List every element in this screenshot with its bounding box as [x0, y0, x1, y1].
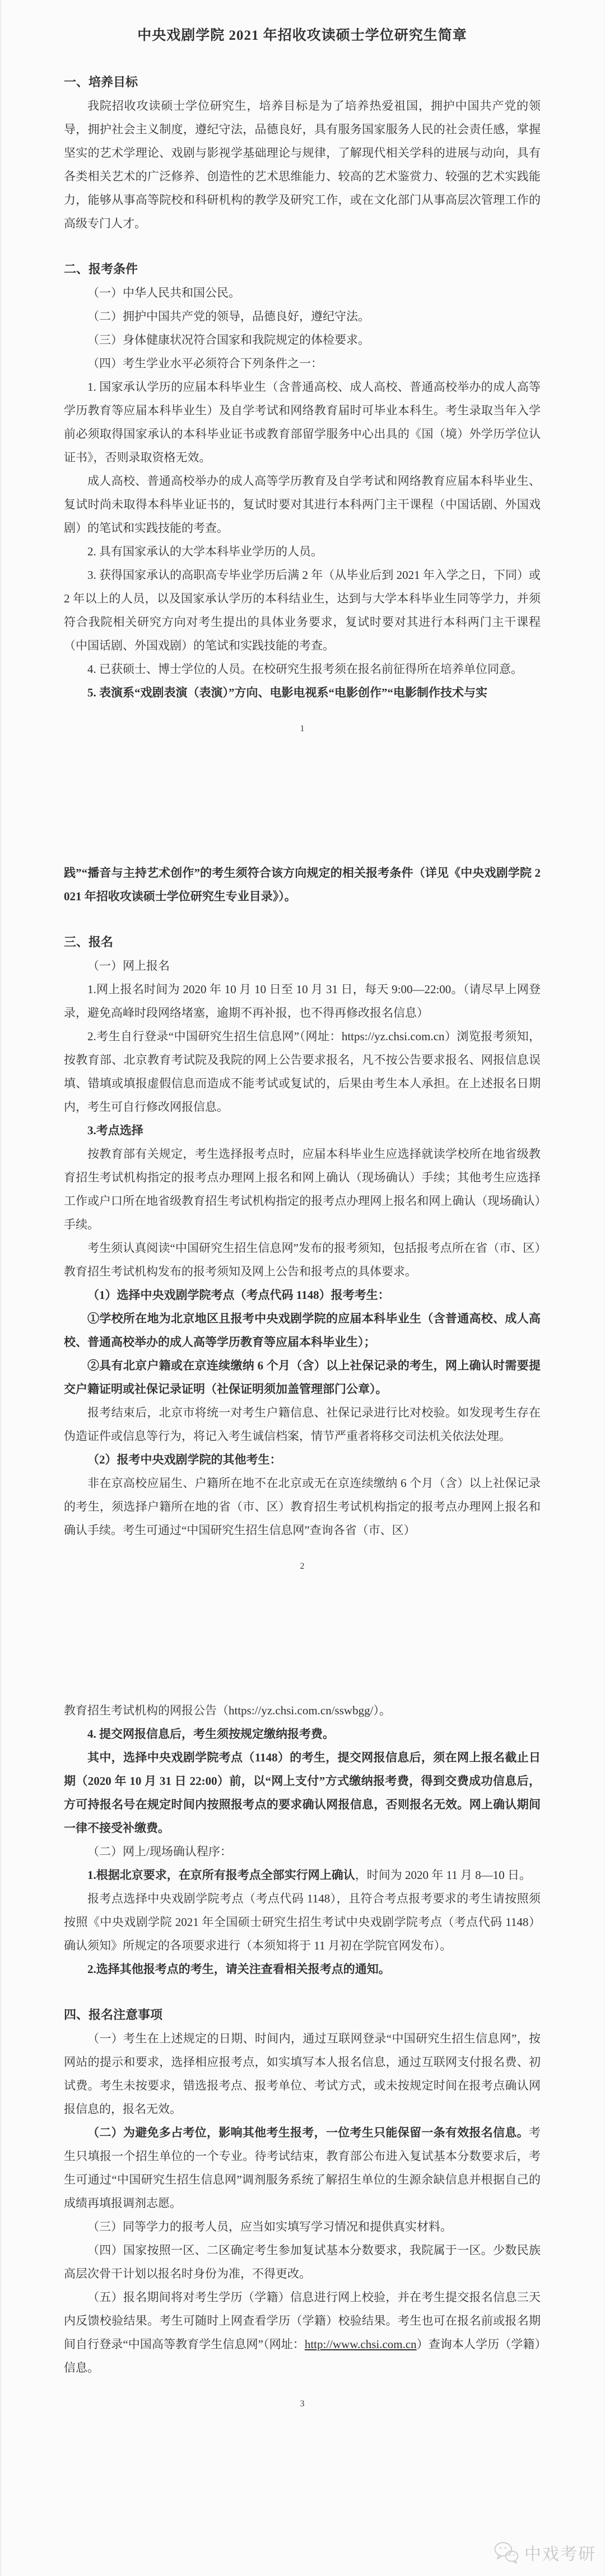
page-break-gap	[64, 735, 541, 861]
body-paragraph: 1. 国家承认学历的应届本科毕业生（含普通高校、成人高校、普通高校举办的成人高等学历教育等应届本科毕业生）及自学考试和网络教育届时可毕业本科生。考生录取当年入学前必须取得国家承认的本科毕业证书或教育部留学服务中心出具的《国（境）外学历学位认证书》，否则录取资格无效。	[64, 380, 541, 464]
body-paragraph-bold: 其中，选择中央戏剧学院考点（1148）的考生，提交网报信息后，须在网上报名截止日期（2020 年 10 月 31 日 22:00）前，以“网上支付”方式缴纳报考费，得到交费成功信息后，方可持报名号在规定时间内按照报考点的要求确认网报信息，否则报名无效。网上确认期间一律不接受补缴费。	[64, 1751, 541, 1835]
body-paragraph-bold: ①学校所在地为北京地区且报考中央戏剧学院的应届本科毕业生（含普通高校、成人高校、普通高校举办的成人高等学历教育等应届本科毕业生）；	[64, 1312, 541, 1349]
section-heading-registration: 三、报名	[64, 935, 114, 949]
page-number: 3	[300, 2399, 305, 2409]
body-paragraph: 2. 具有国家承认的大学本科毕业学历的人员。	[87, 545, 323, 558]
body-paragraph-bold: 2.选择其他报考点的考生，请关注查看相关报考点的通知。	[87, 1962, 390, 1976]
body-paragraph: 按教育部有关规定，考生选择报考点时，应届本科毕业生应选择就读学校所在地省级教育招生考试机构指定的报考点办理网上报名和网上确认（现场确认）手续；其他考生应选择工作或户口所在地省级教育招生考试机构指定的报考点办理网上报名和网上确认（现场确认）手续。	[64, 1147, 541, 1231]
body-paragraph: （一）网上报名	[87, 959, 170, 973]
body-paragraph: 报考点选择中央戏剧学院考点（考点代码 1148），且符合考点报考要求的考生请按照须按照《中央戏剧学院 2021 年全国硕士研究生招生考试中央戏剧学院考点（考点代码 1148）确认须知》所规定的各项要求进行（本须知将于 11 月初在学院官网发布）。	[64, 1892, 541, 1952]
body-paragraph	[64, 1863, 541, 1887]
body-paragraph	[64, 2121, 541, 2215]
section-heading-registration-notes: 四、报名注意事项	[64, 2008, 163, 2022]
document-title: 中央戏剧学院 2021 年招收攻读硕士学位研究生简章	[137, 28, 467, 43]
body-paragraph	[64, 2285, 541, 2379]
watermark-label: 中戏考研	[524, 2545, 596, 2564]
body-paragraph: 教育招生考试机构的网报公告（https://yz.chsi.com.cn/sswbgg/）。	[64, 1704, 391, 1717]
body-paragraph-bold: （1）选择中央戏剧学院考点（考点代码 1148）报考考生：	[87, 1288, 390, 1302]
text-segment: ）查询本人学历（学籍）信息。	[64, 2337, 541, 2374]
body-paragraph: （一）中华人民共和国公民。	[87, 286, 240, 300]
body-paragraph-bold: ②具有北京户籍或在京连续缴纳 6 个月（含）以上社保记录的考生，网上确认时需要提交户籍证明或社保记录证明（社保证明须加盖管理部门公章）。	[64, 1359, 541, 1396]
url-text: http://www.chsi.com.cn	[304, 2337, 417, 2351]
body-paragraph-bold: 5. 表演系“戏剧表演（表演）”方向、电影电视系“电影创作”“电影制作技术与实	[87, 686, 487, 699]
text-segment: （五）报名期间将对考生学历（学籍）信息进行网上校验，并在考生提交报名信息三天内反馈校验结果。考生可随时上网查看学历（学籍）校验结果。考生也可在报名前或报名期间自行登录“中国高等教育学生信息网”（网址：	[64, 2290, 541, 2351]
page-number: 1	[300, 724, 305, 733]
page-number: 2	[300, 1562, 305, 1571]
watermark	[494, 2540, 596, 2565]
body-paragraph: 成人高校、普通高校举办的成人高等学历教育及自学考试和网络教育应届本科毕业生、复试时尚未取得本科毕业证书的，复试时要对其进行本科两门主干课程（中国话剧、外国戏剧）的笔试和实践技能的考查。	[64, 474, 541, 535]
body-paragraph-bold: 3.考点选择	[87, 1124, 143, 1137]
bold-text-segment: 1.根据北京要求，在京所有报考点全部实行网上确认	[87, 1868, 355, 1882]
page-break-gap	[64, 1572, 541, 1699]
text-segment: 考生只填报一个招生单位的一个专业。待考试结束，教育部公布进入复试基本分数要求后，考生可通过“中国研究生招生信息网”调剂服务系统了解招生单位的生源余缺信息并根据自己的成绩再填报调剂志愿。	[64, 2126, 541, 2210]
body-paragraph: （三）同等学力的报考人员，应当如实填写学习情况和提供真实材料。	[87, 2220, 452, 2233]
body-paragraph: 非在京高校应届生、户籍所在地不在北京或无在京连续缴纳 6 个月（含）以上社保记录的考生，须选择户籍所在地的省（市、区）教育招生考试机构指定的报考点办理网上报名和确认手续。考生可通过“中国研究生招生信息网”查询各省（市、区）	[64, 1476, 541, 1537]
wechat-icon	[494, 2541, 519, 2564]
body-paragraph: 2.考生自行登录“中国研究生招生信息网”（网址：https://yz.chsi.com.cn）浏览报考须知，按教育部、北京教育考试院及我院的网上公告要求报名，凡不按公告要求报名、网报信息误填、错填或填报虚假信息而造成不能考试或复试的，后果由考生本人承担。在上述报名日期内，考生可自行修改网报信息。	[64, 1030, 541, 1114]
text-segment: ，时间为 2020 年 11 月 8—10 日。	[355, 1868, 531, 1882]
bold-text-segment: （二）为避免多占考位，影响其他考生报考，一位考生只能保留一条有效报名信息。	[87, 2126, 529, 2139]
body-paragraph: （一）考生在上述规定的日期、时间内，通过互联网登录“中国研究生招生信息网”，按网站的提示和要求，选择相应报考点，如实填写本人报名信息，通过互联网支付报名费、初试费。考生未按要求，错选报考点、报考单位、考试方式，或未按规定时间在报考点确认网报信息的，报名无效。	[64, 2032, 541, 2116]
body-paragraph: （四）国家按照一区、二区确定考生参加复试基本分数要求，我院属于一区。少数民族高层次骨干计划以报名时身份为准，不得更改。	[64, 2243, 541, 2280]
body-paragraph: （三）身体健康状况符合国家和我院规定的体检要求。	[87, 333, 370, 347]
section-heading-training-goal: 一、培养目标	[64, 75, 138, 89]
body-paragraph: 考生须认真阅读“中国研究生招生信息网”发布的报考须知，包括报考点所在省（市、区）教育招生考试机构发布的报考须知及网上公告和报考点的具体要求。	[64, 1241, 541, 1278]
body-paragraph: 1.网上报名时间为 2020 年 10 月 10 日至 10 月 31 日，每天 9:00—22:00。（请尽早上网登录，避免高峰时段网络堵塞，逾期不再补报，也不得再修改报名信息）	[64, 983, 541, 1020]
body-paragraph-bold: （2）报考中央戏剧学院的其他考生：	[87, 1453, 282, 1466]
body-paragraph: 报考结束后，北京市将统一对考生户籍信息、社保记录进行比对校验。如发现考生存在伪造证件或信息等行为，将记入考生诚信档案，情节严重者将移交司法机关依法处理。	[64, 1406, 541, 1443]
body-paragraph-bold: 4. 提交网报信息后，考生须按规定缴纳报考费。	[87, 1727, 334, 1741]
body-paragraph: （四）考生学业水平必须符合下列条件之一：	[87, 357, 323, 370]
body-paragraph: 3. 获得国家承认的高职高专毕业学历后满 2 年（从毕业后到 2021 年入学之日，下同）或 2 年以上的人员，以及国家承认学历的本科结业生，达到与大学本科毕业生同等学力，并须符合我院相关研究方向对考生提出的具体业务要求，复试时要对其进行本科两门主干课程（中国话剧、外国戏剧）的笔试和实践技能的考查。	[64, 568, 541, 652]
section-heading-apply-conditions: 二、报考条件	[64, 262, 138, 276]
body-paragraph: 我院招收攻读硕士学位研究生，培养目标是为了培养热爱祖国，拥护中国共产党的领导，拥护社会主义制度，遵纪守法，品德良好，具有服务国家服务人民的社会责任感，掌握坚实的艺术学理论、戏剧与影视学基础理论与规律，了解现代相关学科的进展与动向，具有各类相关艺术的广泛修养、创造性的艺术思维能力、较高的艺术鉴赏力、较强的艺术实践能力，能够从事高等院校和科研机构的教学及研究工作，或在文化部门从事高层次管理工作的高级专门人才。	[64, 99, 541, 230]
body-paragraph-bold: 践”“播音与主持艺术创作”的考生须符合该方向规定的相关报考条件（详见《中央戏剧学院 2021 年招收攻读硕士学位研究生专业目录》）。	[64, 866, 541, 903]
body-paragraph: 4. 已获硕士、博士学位的人员。在校研究生报考须在报名前征得所在培养单位同意。	[87, 662, 523, 676]
body-paragraph: （二）网上/现场确认程序：	[87, 1845, 232, 1858]
body-paragraph: （二）拥护中国共产党的领导，品德良好，遵纪守法。	[87, 310, 370, 323]
